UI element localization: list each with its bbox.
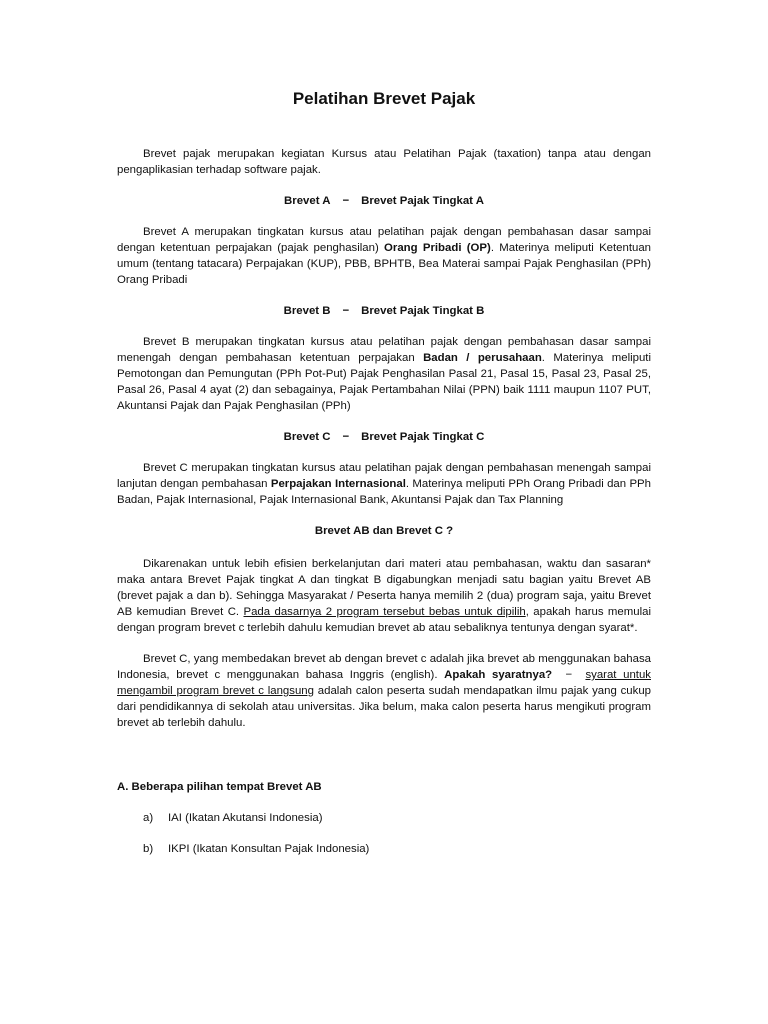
text-span: Brevet C, yang membedakan brevet ab dengan brevet c adalah jika brevet ab menggunakan bahasa Indonesia, brevet c menggunakan bahasa Inggris (english).	[117, 653, 651, 681]
heading-dash: −	[342, 195, 350, 207]
list-item-marker: a)	[143, 812, 154, 824]
text-span: . Materinya meliputi Ketentuan umum (tentang tatacara) Perpajakan (KUP), PBB, BPHTB, Bea Materai sampai Pajak Penghasilan (PPh) Orang Pribadi	[117, 242, 652, 286]
bold-span: Badan / perusahaan	[423, 352, 542, 364]
list-item	[117, 841, 651, 857]
intro-paragraph: Brevet pajak merupakan kegiatan Kursus atau Pelatihan Pajak (taxation) tanpa atau dengan pengaplikasian terhadap software pajak.	[117, 148, 651, 176]
text-span: −	[552, 669, 586, 681]
list-item-text: IKPI (Ikatan Konsultan Pajak Indonesia)	[168, 843, 370, 855]
heading-brevet-a-right: Brevet Pajak Tingkat A	[361, 195, 484, 207]
heading-brevet-c	[117, 429, 651, 445]
paragraph-brevet-ab-1	[117, 556, 651, 636]
list-item	[117, 810, 651, 826]
heading-dash: −	[342, 431, 350, 443]
text-span: Brevet B merupakan tingkatan kursus atau pelatihan pajak dengan pembahasan dasar sampai menengah dengan pembahasan ketentuan perpajakan	[117, 336, 651, 364]
heading-brevet-b-right: Brevet Pajak Tingkat B	[361, 305, 485, 317]
underlined-span: Pada dasarnya 2 program tersebut bebas untuk dipilih	[243, 606, 526, 618]
heading-brevet-ab-c: Brevet AB dan Brevet C ?	[314, 525, 454, 537]
heading-brevet-a	[117, 193, 651, 209]
heading-dash: −	[342, 305, 350, 317]
heading-brevet-b-left: Brevet B	[283, 305, 331, 317]
text-span: . Materinya meliputi PPh Orang Pribadi dan PPh Badan, Pajak Internasional, Pajak Internasional Bank, Akuntansi Pajak dan Tax Planning	[117, 478, 651, 506]
underlined-span: syarat untuk mengambil program brevet c langsung	[117, 669, 651, 697]
bold-span: Orang Pribadi (OP)	[384, 242, 491, 254]
text-span: Brevet A merupakan tingkatan kursus atau pelatihan pajak dengan pembahasan dasar sampai dengan ketentuan perpajakan (pajak penghasilan)	[117, 226, 651, 254]
list-item-marker: b)	[143, 843, 154, 855]
document-body	[117, 86, 651, 857]
heading-brevet-b	[117, 303, 651, 319]
paragraph-brevet-ab-2	[117, 651, 651, 731]
text-span: . Materinya meliputi Pemotongan dan Pemungutan (PPh Pot-Put) Pajak Penghasilan Pasal 21, Pasal 15, Pasal 23, Pasal 25, Pasal 26, Pasal 4 ayat (2) dan sebagainya, Pajak Pertambahan Nilai (PPN) baik 1111 maupun 1107 PUT, Akuntansi Pajak dan Pajak Penghasilan (PPh)	[117, 352, 651, 412]
page-title: Pelatihan Brevet Pajak	[292, 89, 476, 108]
text-span: adalah calon peserta sudah mendapatkan ilmu pajak yang cukup dari pendidikannya di sekolah atau universitas. Jika belum, maka calon peserta harus mengikuti program brevet ab terlebih dahulu.	[117, 685, 652, 729]
text-span: Brevet C merupakan tingkatan kursus atau pelatihan pajak dengan pembahasan menengah sampai lanjutan dengan pembahasan	[117, 462, 651, 490]
list-item-text: IAI (Ikatan Akutansi Indonesia)	[168, 812, 323, 824]
bold-span: Apakah syaratnya?	[444, 669, 553, 681]
paragraph-brevet-b	[117, 334, 651, 414]
text-span: Dikarenakan untuk lebih efisien berkelanjutan dari materi atau pembahasan, waktu dan sasaran* maka antara Brevet Pajak tingkat A dan tingkat B digabungkan menjadi satu bagian yaitu Brevet AB (brevet pajak a dan b). Sehingga Masyarakat / Peserta hanya memilih 2 (dua) program saja, yaitu Brevet AB kemudian Brevet C.	[117, 558, 651, 618]
heading-brevet-c-right: Brevet Pajak Tingkat C	[361, 431, 485, 443]
heading-brevet-a-left: Brevet A	[284, 195, 331, 207]
bold-span: Perpajakan Internasional	[270, 478, 406, 490]
paragraph-brevet-a	[117, 224, 651, 288]
heading-brevet-c-left: Brevet C	[283, 431, 331, 443]
text-span: , apakah harus memulai dengan program brevet c terlebih dahulu kemudian brevet ab atau sebaliknya tentunya dengan syarat*.	[117, 606, 651, 634]
paragraph-brevet-c	[117, 460, 651, 508]
list-title: A. Beberapa pilihan tempat Brevet AB	[117, 781, 322, 793]
